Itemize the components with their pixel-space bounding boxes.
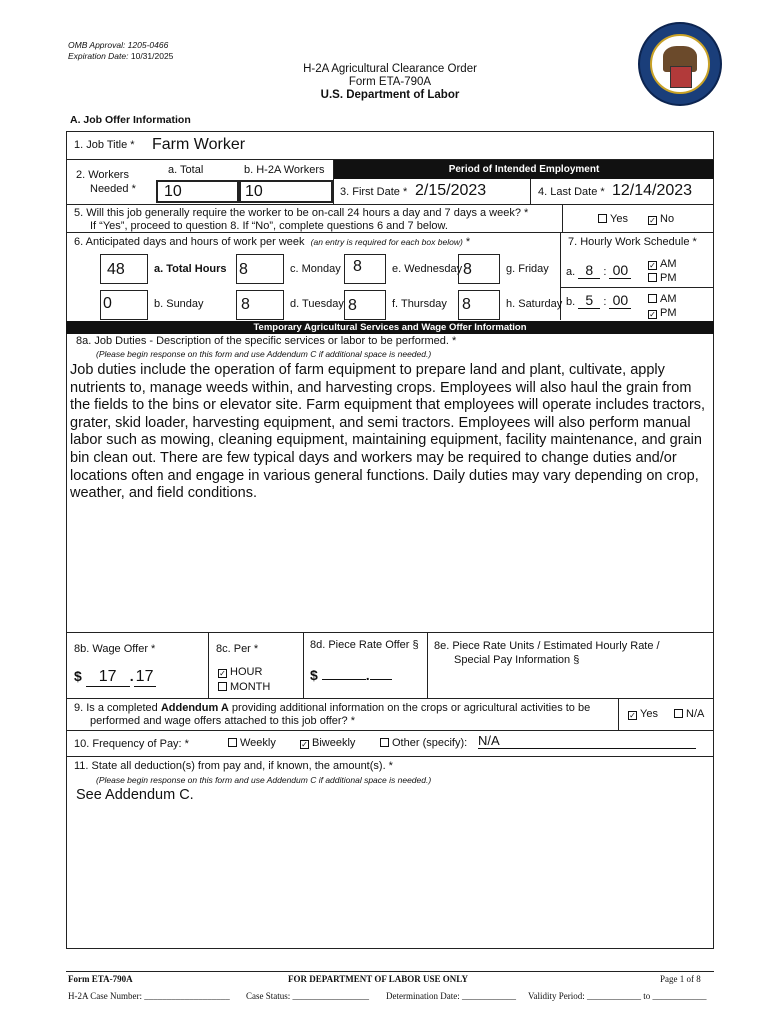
oncall-question: 5. Will this job generally require the worker to be on-call 24 hours a day and 7 days a week? * If “Yes”, proceed to question 8. If “No”, complete questions 6 and 7 below.: [74, 207, 529, 232]
checked-checkbox-icon: ✓: [649, 216, 656, 225]
workers-needed-label: 2. Workers Needed *: [76, 169, 136, 195]
piece-rate-field[interactable]: $ .: [310, 667, 392, 683]
section-a-title: A. Job Offer Information: [70, 114, 191, 126]
h2a-workers-label: b. H-2A Workers: [244, 164, 325, 176]
schedule-a-ampm[interactable]: ✓ AM PM: [649, 258, 677, 284]
addendum-a-question: 9. Is a completed Addendum A providing additional information on the crops or agricultural activities to be performed and wage offers attached to this job offer? *: [74, 702, 591, 727]
last-date-value[interactable]: 12/14/2023: [612, 182, 693, 199]
expiration-value: 10/31/2025: [130, 51, 174, 61]
sunday-hours-field[interactable]: 0: [100, 290, 148, 320]
checked-checkbox-icon: ✓: [301, 740, 308, 749]
total-hours-field[interactable]: 48: [100, 254, 148, 284]
checkbox-icon: [380, 738, 389, 747]
checkbox-icon: [228, 738, 237, 747]
wednesday-label: e. Wednesday: [392, 263, 463, 275]
piece-rate-units-label: 8e. Piece Rate Units / Estimated Hourly Rate / Special Pay Information §: [434, 640, 660, 666]
title-line3: U.S. Department of Labor: [320, 89, 460, 101]
monday-label: c. Monday: [290, 263, 341, 275]
days-hours-label: 6. Anticipated days and hours of work per week (an entry is required for each box below) *: [74, 236, 471, 248]
checked-checkbox-icon: ✓: [219, 669, 226, 678]
pay-biweekly[interactable]: ✓ Biweekly: [301, 737, 356, 749]
first-date-label: 3. First Date *: [340, 186, 408, 198]
addendum-a-na[interactable]: N/A: [674, 708, 704, 720]
piece-rate-label: 8d. Piece Rate Offer §: [310, 639, 419, 651]
checked-checkbox-icon: ✓: [649, 261, 656, 270]
schedule-a[interactable]: a. 8 : 00: [566, 262, 631, 279]
pay-frequency-label: 10. Frequency of Pay: *: [74, 738, 189, 750]
per-label: 8c. Per *: [216, 643, 259, 655]
form-frame: [66, 131, 714, 949]
footer-validity: Validity Period: ____________ to ____________: [528, 991, 707, 1001]
checkbox-icon: [674, 709, 683, 718]
dol-seal-icon: [638, 22, 722, 106]
period-header: Period of Intended Employment: [334, 160, 714, 179]
omb-block: [68, 40, 173, 62]
wage-offer-label: 8b. Wage Offer *: [74, 643, 156, 655]
total-hours-label: a. Total Hours: [154, 263, 227, 275]
pay-weekly[interactable]: Weekly: [228, 737, 276, 749]
thursday-label: f. Thursday: [392, 298, 447, 310]
saturday-label: h. Saturday: [506, 298, 563, 310]
hourly-schedule-label: 7. Hourly Work Schedule *: [568, 236, 697, 248]
expiration-label: Expiration Date:: [68, 51, 129, 61]
deductions-note: (Please begin response on this form and use Addendum C if additional space is needed.): [96, 775, 432, 785]
checkbox-icon: [648, 273, 657, 282]
deductions-label: 11. State all deduction(s) from pay and, if known, the amount(s). *: [74, 760, 393, 772]
checkbox-icon: [598, 214, 607, 223]
thursday-field[interactable]: 8: [458, 290, 500, 320]
checked-checkbox-icon: ✓: [629, 711, 636, 720]
total-days-field[interactable]: 8: [236, 254, 284, 284]
footer-determination: Determination Date: ____________: [386, 991, 516, 1001]
total-workers-field[interactable]: 10: [156, 180, 239, 203]
tuesday-field[interactable]: 8: [344, 290, 386, 320]
first-date-value[interactable]: 2/15/2023: [415, 182, 487, 199]
total-label: a. Total: [168, 164, 204, 176]
job-title-value[interactable]: Farm Worker: [152, 136, 246, 153]
job-duties-note: (Please begin response on this form and use Addendum C if additional space is needed.): [96, 349, 432, 359]
schedule-b[interactable]: b. 5 : 00: [566, 292, 631, 309]
footer-case-number: H-2A Case Number: ___________________: [68, 991, 230, 1001]
addendum-a-yes[interactable]: ✓ Yes: [629, 708, 658, 720]
wage-offer-field[interactable]: $ 17 . 17: [74, 668, 156, 687]
pay-other[interactable]: Other (specify):: [380, 737, 467, 749]
wednesday-field[interactable]: 8: [458, 254, 500, 284]
schedule-b-ampm[interactable]: AM ✓ PM: [649, 293, 677, 319]
form-title: [230, 63, 550, 102]
checkbox-icon: [648, 294, 657, 303]
footer-dol-use: FOR DEPARTMENT OF LABOR USE ONLY: [288, 974, 468, 984]
tuesday-label: d. Tuesday: [290, 298, 344, 310]
sunday-label: b. Sunday: [154, 298, 204, 310]
title-line2: Form ETA-790A: [348, 76, 432, 88]
job-title-label: 1. Job Title *: [74, 139, 135, 151]
footer-case-status: Case Status: _________________: [246, 991, 369, 1001]
sunday-field[interactable]: 8: [236, 290, 284, 320]
friday-label: g. Friday: [506, 263, 549, 275]
h2a-workers-field[interactable]: 10: [239, 180, 333, 203]
checkbox-icon: [218, 682, 227, 691]
pay-other-value[interactable]: N/A: [478, 733, 696, 749]
checked-checkbox-icon: ✓: [649, 310, 656, 319]
footer-form-id: Form ETA-790A: [68, 974, 133, 984]
deductions-value[interactable]: See Addendum C.: [76, 787, 194, 803]
monday-field[interactable]: 8: [344, 254, 386, 284]
last-date-label: 4. Last Date *: [538, 186, 605, 198]
job-duties-text[interactable]: Job duties include the operation of farm equipment to prepare land and plant, cultivate, apply nutrients to, manage weeds within, and harvesting crops. Employees will also haul the grain from the fields to the bins or elevator site. Farm equipment that employees will operate includes tractors, grater, skid loader, harvesting equipment, and semi tractors. Employees will also perform manual labor such as mowing, cleaning equipment, maintaining equipment, facility maintenance, and grain bin clean out. There are few typical days and workers may be required to change duties and/or locations often and engage in various general functions. Daily duties may vary depending on crop, weather, and field conditions.: [70, 362, 706, 502]
per-options[interactable]: ✓ HOUR MONTH: [219, 666, 271, 693]
title-line1: H-2A Agricultural Clearance Order: [303, 63, 477, 75]
temp-services-header: Temporary Agricultural Services and Wage Offer Information: [66, 321, 714, 334]
footer-page: Page 1 of 8: [660, 974, 701, 984]
oncall-no[interactable]: ✓ No: [649, 213, 675, 225]
job-duties-label: 8a. Job Duties - Description of the specific services or labor to be performed. *: [76, 335, 457, 347]
oncall-yes[interactable]: Yes: [598, 213, 628, 225]
omb-approval: OMB Approval: 1205-0466: [68, 40, 169, 50]
